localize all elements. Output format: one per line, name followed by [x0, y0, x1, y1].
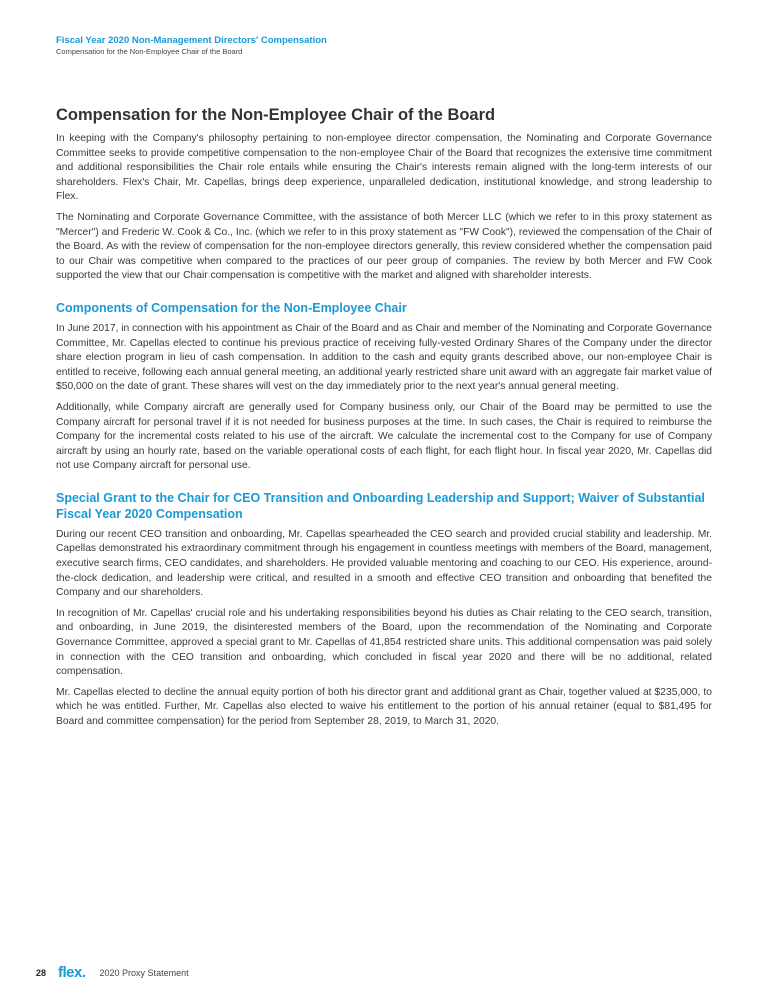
flex-logo: flex. — [58, 964, 86, 981]
page-footer — [36, 964, 189, 981]
paragraph: Mr. Capellas elected to decline the annual equity portion of both his director grant and additional grant as Chair, together valued at $235,000, to which he was entitled. Further, Mr. Capellas also elected to waive his entitlement to the portion of his annual retainer (equal to $81,495 for Board and committee compensation) for the period from September 28, 2019, to March 31, 2020. — [56, 686, 712, 727]
paragraph: The Nominating and Corporate Governance Committee, with the assistance of both Mercer LLC (which we refer to in this proxy statement as "Mercer") and Frederic W. Cook & Co., Inc. (which we refer to in this proxy statement as "FW Cook"), reviewed the compensation of the Chair of the Board. As with the review of compensation for the non-employee directors generally, this review considered whether the compensation paid to our Chair was competitive when compared to the practices of our peer group of companies. The review by both Mercer and FW Cook supported the view that our Chair compensation is competitive with the market and aligned with shareholder interests. — [56, 211, 712, 282]
running-header-subsection: Compensation for the Non-Employee Chair of the Board — [56, 47, 243, 56]
section-heading: Special Grant to the Chair for CEO Transition and Onboarding Leadership and Support; Waiver of Substantial Fiscal Year 2020 Compensation — [56, 490, 705, 521]
page-number: 28 — [36, 967, 47, 978]
section-heading: Components of Compensation for the Non-Employee Chair — [56, 300, 407, 315]
paragraph: Additionally, while Company aircraft are generally used for Company business only, our Chair of the Board may be permitted to use the Company aircraft for personal travel if it is not needed for business purposes at the time. In such cases, the Chair is required to reimburse the Company for the incremental costs related to his use of the aircraft. We calculate the incremental cost to the Company for use of Company aircraft by using an hourly rate, based on the variable operational costs of each flight, for each flight hour. In fiscal year 2020, Mr. Capellas did not use Company aircraft for personal use. — [56, 401, 712, 472]
page-content — [56, 106, 712, 736]
paragraph: During our recent CEO transition and onboarding, Mr. Capellas spearheaded the CEO search and provided crucial stability and leadership. Mr. Capellas demonstrated his extraordinary commitment through his engagement in countless meetings with members of the Board, management, executive search firms, CEO candidates, and shareholders. He provided valuable mentoring and coaching to our CEO. His experience, around-the-clock dedication, and leadership were critical, and resulted in a smooth and effective CEO transition and onboarding that benefited the Company and our shareholders. — [56, 528, 712, 599]
paragraph: In June 2017, in connection with his appointment as Chair of the Board and as Chair and member of the Nominating and Corporate Governance Committee, Mr. Capellas elected to continue his previous practice of receiving fully-vested Ordinary Shares of the Company under the director share election program in lieu of cash compensation. In addition to the cash and equity grants described above, our non-employee Chair is entitled to receive, following each annual general meeting, an additional yearly restricted share unit award with an aggregate fair market value of $50,000 on the date of grant. These shares will vest on the day immediately prior to the next year's annual general meeting. — [56, 322, 712, 393]
page-title: Compensation for the Non-Employee Chair of the Board — [56, 106, 496, 124]
paragraph: In recognition of Mr. Capellas' crucial role and his undertaking responsibilities beyond his duties as Chair relating to the CEO search, transition, and onboarding, in June 2019, the disinterested members of the Board, upon the recommendation of the Nominating and Corporate Governance Committee, approved a special grant to Mr. Capellas of 41,854 restricted share units. This additional compensation was paid solely in connection with the CEO transition and onboarding, which concluded in fiscal year 2020 and there will be no additional, related compensation. — [56, 607, 712, 678]
paragraph: In keeping with the Company's philosophy pertaining to non-employee director compensation, the Nominating and Corporate Governance Committee seeks to provide competitive compensation to the non-employee Chair of the Board that recognizes the extensive time commitment and additional responsibilities the Chair role entails while ensuring the Chair's interests remain aligned with the long-term interests of our shareholders. Flex's Chair, Mr. Capellas, brings deep experience, unparalleled dedication, institutional knowledge, and strong leadership to Flex. — [56, 133, 712, 203]
running-header-section: Fiscal Year 2020 Non-Management Directors' Compensation — [56, 35, 327, 46]
document-title: 2020 Proxy Statement — [99, 967, 189, 978]
